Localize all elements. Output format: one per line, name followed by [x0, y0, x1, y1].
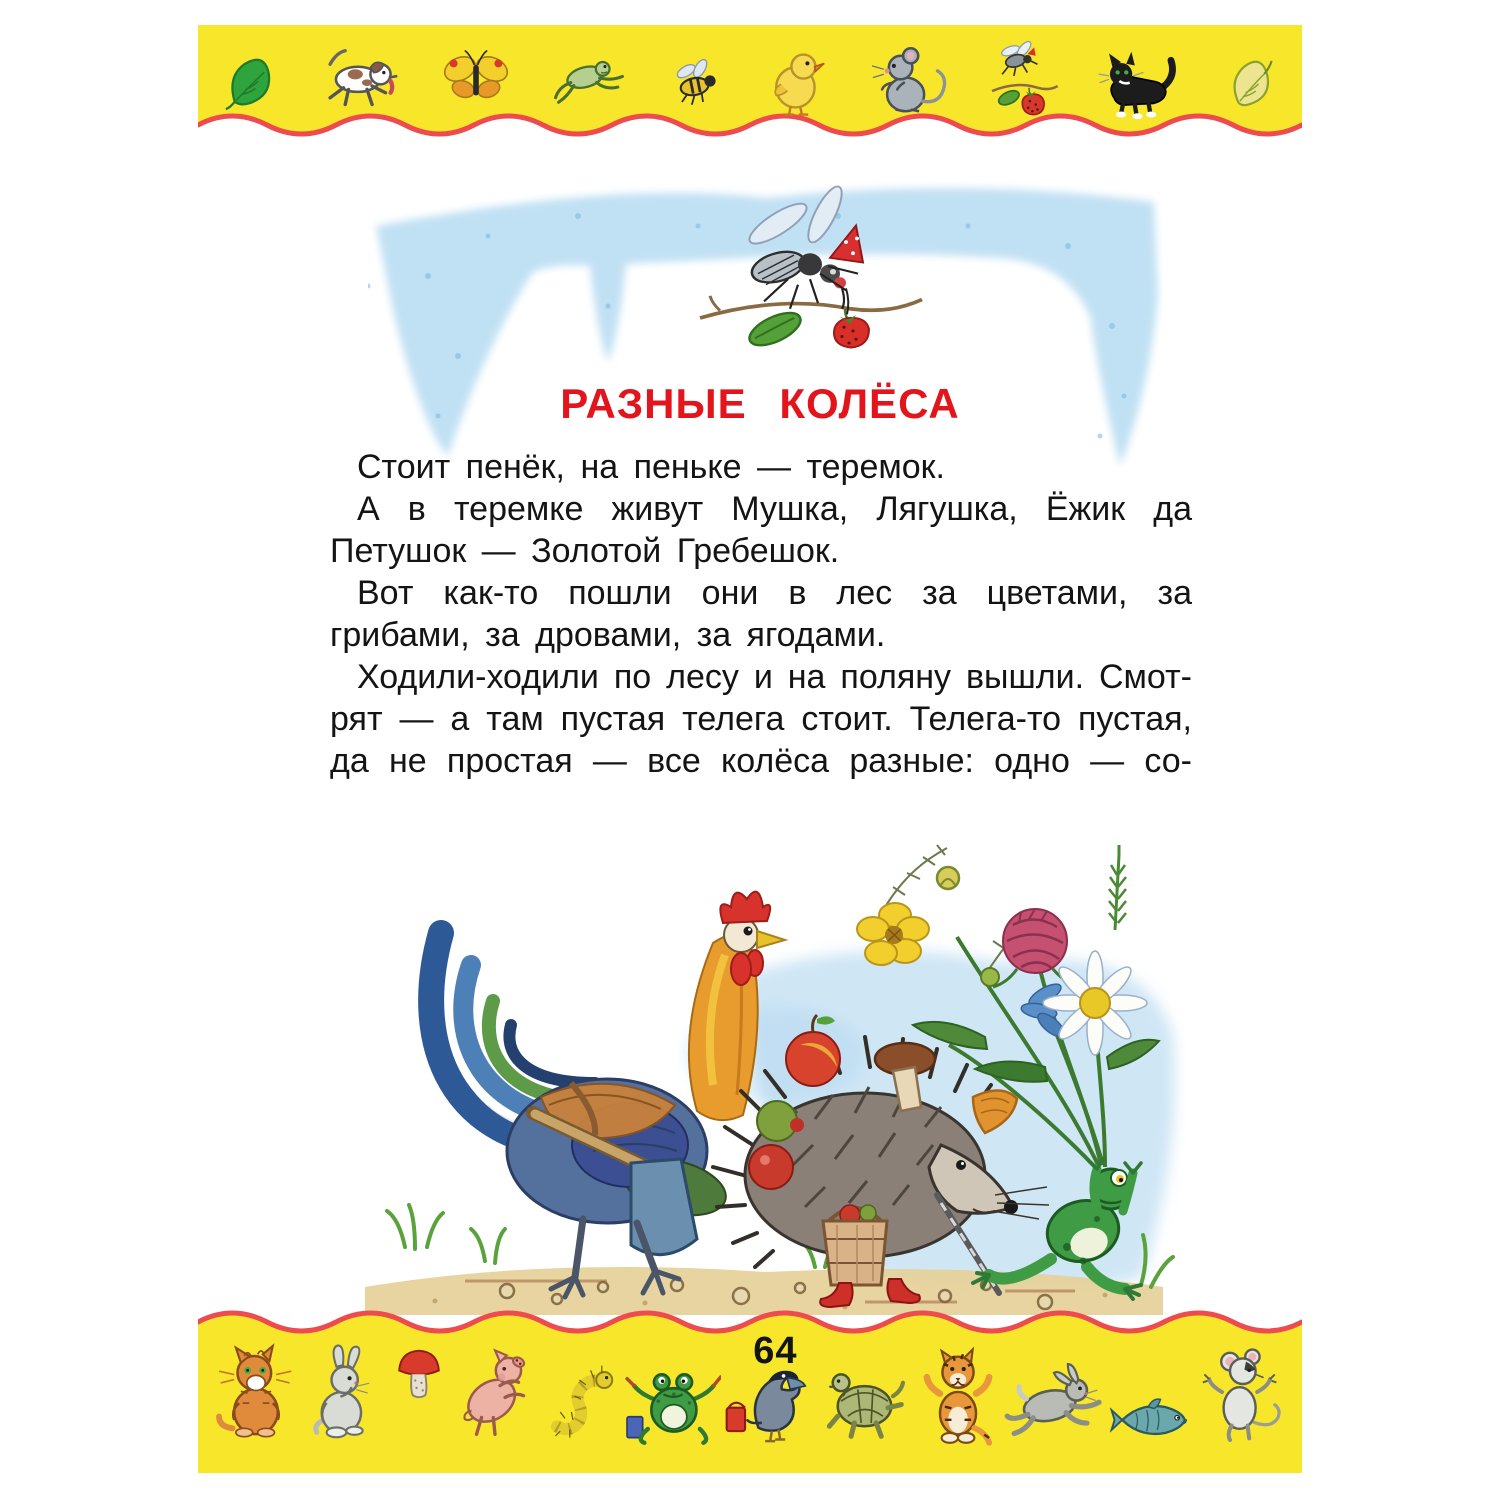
flower-bud: [981, 968, 999, 986]
story-text: [330, 446, 1192, 782]
frog-leaping-icon: [543, 43, 635, 119]
buttercup: [857, 903, 929, 965]
mouse-gray-icon: [863, 39, 955, 123]
butterfly-icon: [436, 41, 516, 121]
turtle-icon: [821, 1356, 913, 1448]
main-illustration: [345, 815, 1185, 1315]
pig-icon: [453, 1340, 537, 1448]
leaf-yellow-icon: [1214, 44, 1286, 118]
strawberry: [834, 309, 869, 348]
story-title: РАЗНЫЕ КОЛЁСА: [560, 380, 960, 428]
story-line: да не простая — все колёса разные: одно — со-: [330, 742, 1192, 780]
top-border-animals: [214, 37, 1286, 125]
story-line: А в теремке живут Мушка, Лягушка, Ёжик да: [357, 490, 1192, 528]
story-line: грибами, за дровами, за ягодами.: [330, 616, 886, 654]
beak: [757, 931, 785, 948]
story-line: рят — а там пустая телега стоит. Телега-то пустая,: [330, 700, 1192, 738]
frog-painter-icon: [625, 1344, 721, 1448]
fish-icon: [1110, 1392, 1194, 1448]
mushroom-icon: [388, 1336, 450, 1410]
hare-running-icon: [1002, 1360, 1106, 1448]
bee-icon: [661, 44, 731, 118]
red-polka-cap: [830, 226, 863, 263]
story-line: Ходили-ходили по лесу и на поляну вышли. Смот-: [357, 658, 1192, 696]
kitten-orange-icon: [214, 1338, 298, 1448]
cat-black-icon: [1092, 38, 1188, 124]
leaf-green-icon: [214, 44, 288, 118]
page-number: 64: [753, 1330, 798, 1372]
story-line: Стоит пенёк, на пеньке — теремок.: [357, 448, 945, 486]
bucket: [823, 1205, 887, 1285]
fly-in-red-cap: [744, 183, 863, 314]
rabbit-gray-icon: [302, 1338, 384, 1448]
chick-icon: [757, 39, 837, 123]
dog-icon: [314, 39, 410, 123]
caterpillar-icon: [541, 1344, 621, 1448]
bottom-border-band: [198, 1300, 1302, 1473]
story-line: Вот как-то пошли они в лес за цветами, за: [357, 574, 1192, 612]
leaf: [744, 306, 806, 352]
story-line: Петушок — Золотой Гребешок.: [330, 532, 840, 570]
top-border-band: [198, 25, 1302, 175]
comb: [720, 892, 770, 923]
mouse-white-icon: [1198, 1340, 1286, 1448]
tiger-cub-icon: [917, 1340, 999, 1448]
fly-with-strawberry-icon: [982, 37, 1066, 125]
fly-with-strawberry-illustration: [660, 170, 960, 355]
twig: [700, 300, 922, 319]
bottom-border-animals: [214, 1338, 1286, 1448]
rooster: [431, 892, 785, 1297]
